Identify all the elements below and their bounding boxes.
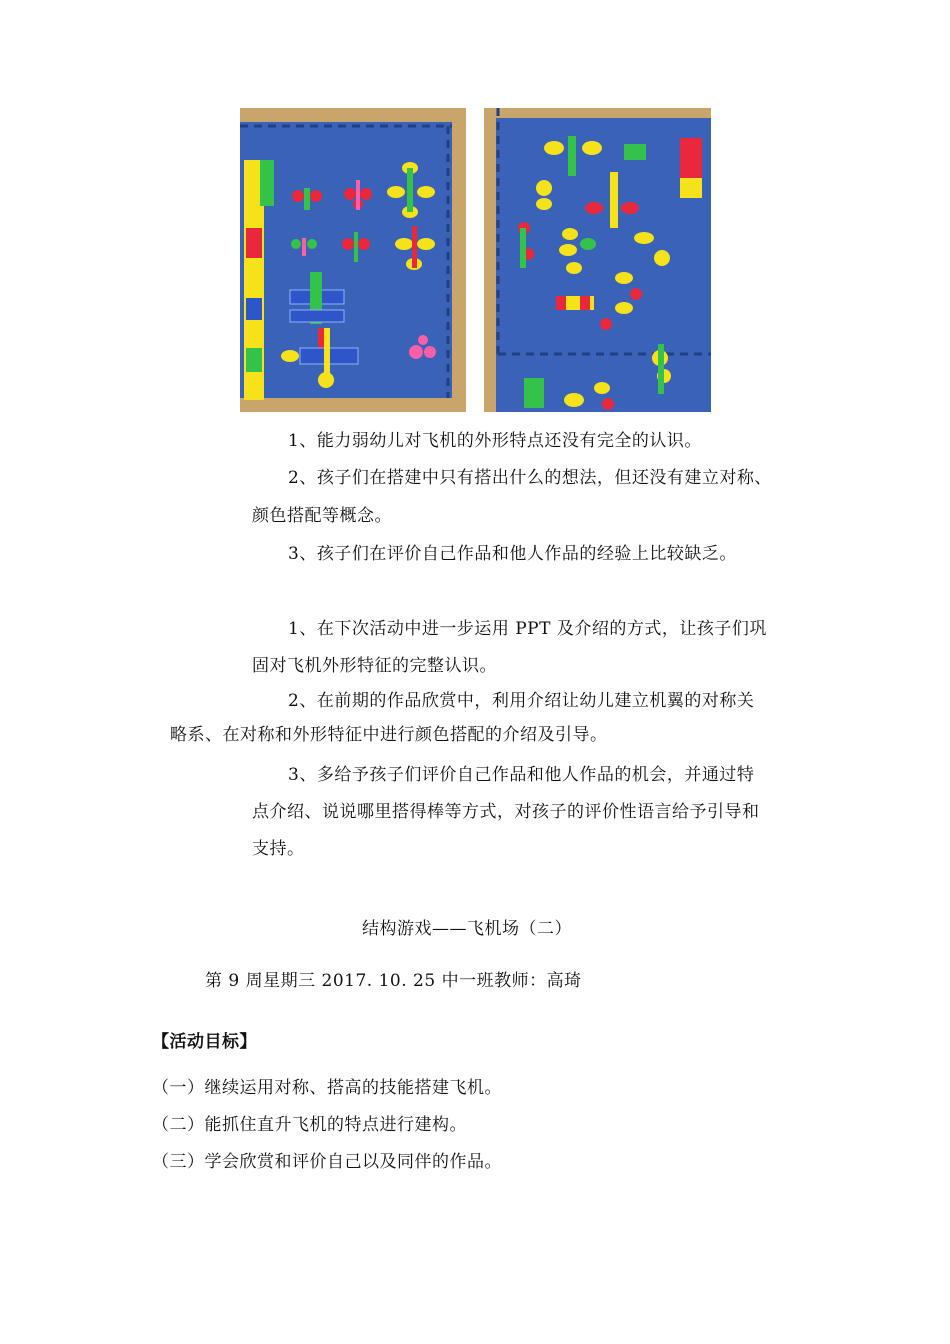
goal-item-1: （一）继续运用对称、搭高的技能搭建飞机。 [152, 1078, 502, 1098]
suggestion-item-1-cont: 固对飞机外形特征的完整认识。 [252, 656, 497, 676]
goal-item-2: （二）能抓住直升飞机的特点进行建构。 [152, 1115, 467, 1135]
analysis-item-1: 1、能力弱幼儿对飞机的外形特点还没有完全的认识。 [288, 431, 702, 451]
suggestion-item-2: 2、在前期的作品欣赏中，利用介绍让幼儿建立机翼的对称关 [288, 691, 755, 711]
goal-item-3: （三）学会欣赏和评价自己以及同伴的作品。 [152, 1152, 502, 1172]
suggestion-item-3-cont: 点介绍、说说哪里搭得棒等方式，对孩子的评价性语言给予引导和 [252, 802, 760, 822]
lesson-title: 结构游戏——飞机场（二） [362, 919, 572, 939]
suggestion-item-1: 1、在下次活动中进一步运用 PPT 及介绍的方式，让孩子们巩 [288, 619, 767, 639]
suggestion-item-2-cont: 略系、在对称和外形特征中进行颜色搭配的介绍及引导。 [170, 725, 608, 745]
analysis-item-3: 3、孩子们在评价自己作品和他人作品的经验上比较缺乏。 [288, 544, 737, 564]
photo-left [240, 108, 466, 412]
suggestion-item-3: 3、多给予孩子们评价自己作品和他人作品的机会，并通过特 [288, 765, 755, 785]
photo-right [484, 108, 711, 412]
suggestion-item-3-cont2: 支持。 [252, 839, 305, 859]
goals-heading: 【活动目标】 [152, 1032, 257, 1052]
analysis-item-2: 2、孩子们在搭建中只有搭出什么的想法，但还没有建立对称、 [288, 468, 772, 488]
lesson-meta: 第 9 周星期三 2017. 10. 25 中一班教师：高琦 [205, 971, 582, 991]
analysis-item-2-cont: 颜色搭配等概念。 [252, 506, 392, 526]
